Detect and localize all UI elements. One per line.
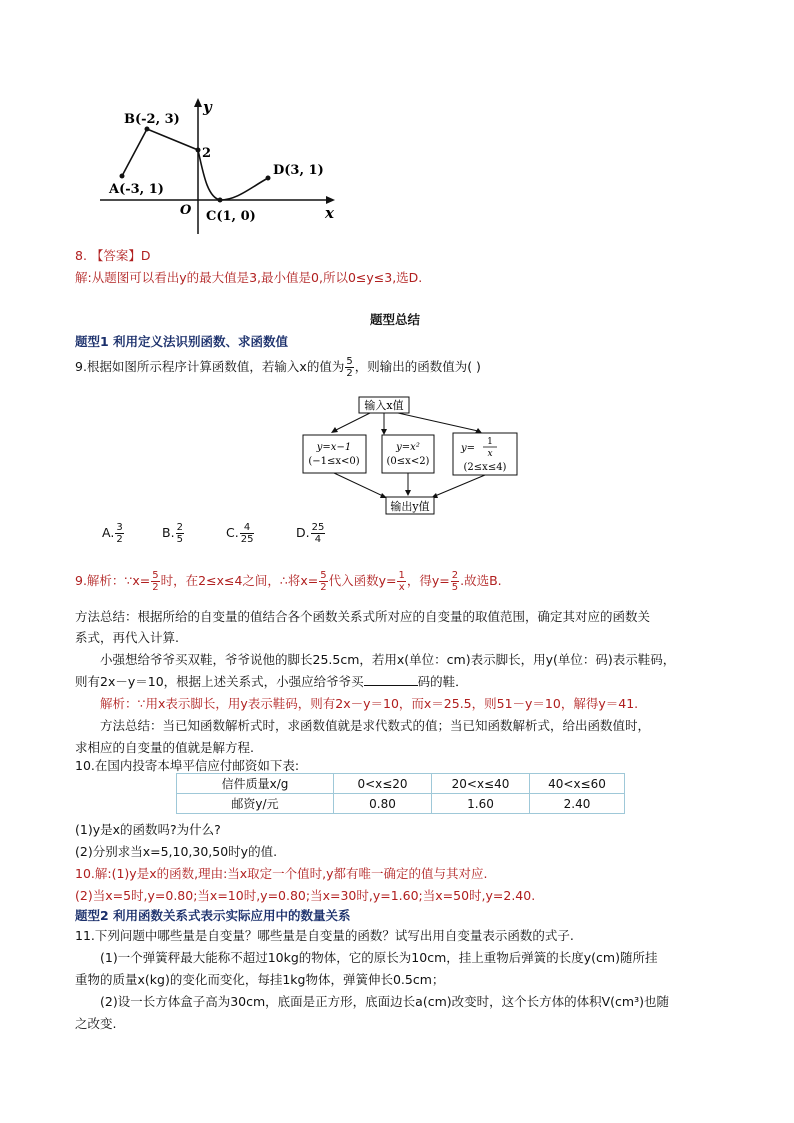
type2-heading: 题型2 利用函数关系式表示实际应用中的数量关系 — [75, 908, 351, 923]
option-label: D. — [296, 525, 310, 540]
table-header-cell: 40<x≤60 — [530, 774, 625, 794]
q9-option-a — [102, 522, 125, 545]
q9-option-b — [162, 522, 185, 545]
q9-sol-frac3 — [451, 570, 459, 593]
table-header-cell: 0<x≤20 — [334, 774, 432, 794]
y-intercept-label: 2 — [202, 146, 212, 161]
point-d — [266, 176, 271, 181]
flow-box1-line1: y=x−1 — [316, 442, 352, 453]
q10-sub2: (2)分别求当x=5,10,30,50时y的值. — [75, 844, 278, 859]
table-cell: 0.80 — [334, 794, 432, 814]
flow-box3-num: 1 — [487, 437, 493, 447]
flow-box2-line2: (0≤x<2) — [386, 456, 430, 467]
q10-sub1: (1)y是x的函数吗?为什么? — [75, 822, 221, 837]
q9-solution — [75, 570, 502, 593]
option-num: 25 — [311, 522, 325, 533]
shoe-method-line1: 方法总结：当已知函数解析式时，求函数值就是求代数式的值；当已知函数解析式，给出函数值时， — [100, 718, 651, 733]
point-b-label: B(-2, 3) — [124, 112, 180, 127]
q10-solution1: 10.解:(1)y是x的函数,理由:当x取定一个值时,y都有唯一确定的值与其对应. — [75, 866, 488, 881]
function-graph — [95, 92, 345, 237]
q9-sol-frac1-num: 5 — [152, 570, 159, 581]
table-cell: 2.40 — [530, 794, 625, 814]
q9-option-d — [296, 522, 326, 545]
option-den: 4 — [314, 534, 322, 545]
flow-box3-prefix: y= — [460, 443, 476, 454]
option-fraction — [115, 522, 123, 545]
option-den: 5 — [176, 534, 183, 545]
q9-input-den: 2 — [346, 368, 353, 379]
q9-sol-frac1b — [319, 570, 327, 593]
flow-box2-line1: y=x² — [396, 442, 420, 453]
q9-option-c — [226, 522, 255, 545]
flow-box3-line3: (2≤x≤4) — [463, 462, 507, 473]
q9-method-line2: 系式，再代入计算. — [75, 630, 179, 645]
q9-sol-frac1b-num: 5 — [320, 570, 327, 581]
flow-input-text: 输入x值 — [364, 399, 404, 412]
flow-box3-den: x — [487, 449, 493, 459]
q11-p2-line2: 之改变. — [75, 1016, 117, 1031]
q9-method-line1: 方法总结：根据所给的自变量的值结合各个函数关系式所对应的自变量的取值范围，确定其对应的函数关 — [75, 609, 651, 624]
q9-sol-frac1-den: 2 — [152, 582, 159, 593]
q9-sol-frac3-num: 2 — [451, 570, 459, 581]
q9-sol-p2: 时，在2≤x≤4之间，∴将x= — [160, 573, 319, 588]
flow-box-1 — [303, 435, 366, 473]
q9-stem-after: ，则输出的函数值为( ) — [354, 359, 481, 374]
point-a-label: A(-3, 1) — [109, 182, 164, 197]
table-header-row — [177, 774, 625, 794]
y-axis-arrow — [194, 98, 202, 107]
flow-output-text: 输出y值 — [390, 500, 430, 513]
option-fraction — [240, 522, 255, 545]
q9-stem-before: 9.根据如图所示程序计算函数值，若输入x的值为 — [75, 359, 345, 374]
table-cell: 1.60 — [432, 794, 530, 814]
q9-sol-frac2 — [397, 570, 405, 593]
q9-sol-p5: .故选B. — [460, 573, 502, 588]
q8-answer: 8. 【答案】D — [75, 248, 151, 263]
q9-input-num: 5 — [346, 356, 353, 367]
point-a — [120, 174, 125, 179]
q9-flowchart — [300, 393, 530, 518]
option-den: 2 — [116, 534, 123, 545]
table-cell: 邮资y/元 — [177, 794, 334, 814]
table-header-cell: 20<x≤40 — [432, 774, 530, 794]
option-den: 25 — [240, 534, 254, 545]
option-label: A. — [102, 525, 115, 540]
q9-stem — [75, 356, 481, 379]
q9-sol-p4: ，得y= — [406, 573, 450, 588]
q9-sol-p3: 代入函数y= — [328, 573, 397, 588]
option-num: 3 — [116, 522, 123, 533]
answer-blank — [364, 674, 418, 686]
q9-input-fraction — [345, 356, 353, 379]
point-c — [218, 198, 223, 203]
shoe-line2-before: 则有2x－y＝10，根据上述关系式，小强应给爷爷买 — [75, 674, 364, 689]
shoe-method-line2: 求相应的自变量的值就是解方程. — [75, 740, 254, 755]
q11-p1-line2: 重物的质量x(kg)的变化而变化，每挂1kg物体，弹簧伸长0.5cm； — [75, 972, 445, 987]
q11-p2-line1: (2)设一长方体盒子高为30cm，底面是正方形，底面边长a(cm)改变时，这个长方体的体积V(cm³)也随 — [100, 994, 669, 1009]
q9-sol-frac1 — [151, 570, 159, 593]
y-axis-label: y — [203, 98, 212, 116]
q9-sol-frac2-num: 1 — [398, 570, 405, 581]
q11-stem: 11.下列问题中哪些量是自变量？哪些量是自变量的函数？试写出用自变量表示函数的式子. — [75, 928, 574, 943]
table-row — [177, 794, 625, 814]
option-num: 4 — [240, 522, 255, 534]
point-y2 — [196, 148, 201, 153]
q9-sol-frac1b-den: 2 — [320, 582, 327, 593]
flow-box1-line2: (−1≤x<0) — [308, 456, 360, 467]
q10-solution2: (2)当x=5时,y=0.80;当x=10时,y=0.80;当x=30时,y=1.60;当x=50时,y=2.40. — [75, 888, 536, 903]
option-fraction — [176, 522, 184, 545]
point-c-label: C(1, 0) — [206, 209, 256, 224]
option-label: C. — [226, 525, 239, 540]
shoe-line1: 小强想给爷爷买双鞋，爷爷说他的脚长25.5cm，若用x(单位：cm)表示脚长，用y(单位：码)表示鞋码， — [100, 652, 676, 667]
shoe-solution: 解析：∵用x表示脚长，用y表示鞋码，则有2x－y＝10，而x＝25.5，则51－y＝10，解得y＝41. — [100, 696, 639, 711]
x-axis-label: x — [325, 204, 334, 222]
table-header-cell: 信件质量x/g — [177, 774, 334, 794]
origin-label: O — [180, 203, 192, 218]
q8-explanation: 解:从题图可以看出y的最大值是3,最小值是0,所以0≤y≤3,选D. — [75, 270, 423, 285]
shoe-line2-after: 码的鞋． — [417, 674, 468, 689]
q10-stem: 10.在国内投寄本埠平信应付邮资如下表: — [75, 758, 300, 773]
flow-box-2 — [382, 435, 434, 473]
q9-sol-frac2-den: x — [398, 582, 405, 593]
summary-title: 题型总结 — [370, 312, 421, 327]
postage-table — [176, 773, 625, 814]
q9-sol-frac3-den: 5 — [451, 582, 459, 593]
shoe-line2 — [75, 672, 468, 690]
q11-p1-line1: (1)一个弹簧秤最大能称不超过10kg的物体，它的原长为10cm，挂上重物后弹簧的长度y(cm)随所挂 — [100, 950, 658, 965]
option-num: 2 — [176, 522, 183, 533]
option-fraction — [311, 522, 326, 545]
q9-sol-p1: 9.解析：∵x= — [75, 573, 151, 588]
x-axis-arrow — [326, 196, 335, 204]
type1-heading: 题型1 利用定义法识别函数、求函数值 — [75, 334, 289, 349]
point-d-label: D(3, 1) — [273, 163, 324, 178]
option-label: B. — [162, 525, 175, 540]
point-b — [145, 127, 150, 132]
